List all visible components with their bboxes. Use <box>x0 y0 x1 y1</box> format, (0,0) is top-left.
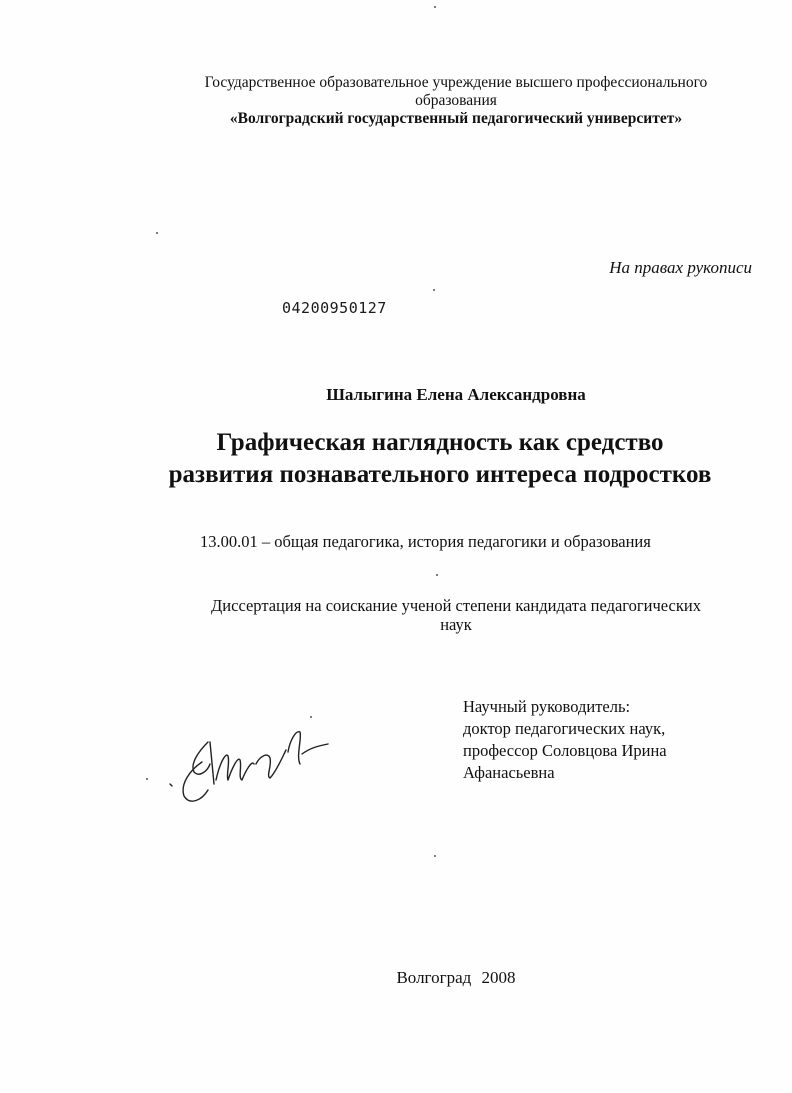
dissertation-title-line-1: Графическая наглядность как средство <box>216 429 664 456</box>
scan-speck <box>156 232 158 234</box>
university-name: «Волгоградский государственный педагогический университет» <box>229 110 683 127</box>
degree-line-2: наук <box>440 615 472 634</box>
supervisor-name-line-1: профессор Соловцова Ирина <box>463 741 667 760</box>
specialty-code: 13.00.01 – общая педагогика, история педагогики и образования <box>200 532 651 551</box>
supervisor-label: Научный руководитель: <box>463 697 631 716</box>
city-and-year: Волгоград 2008 <box>396 968 516 987</box>
supervisor-degree: доктор педагогических наук, <box>463 719 666 738</box>
author-name: Шалыгина Елена Александровна <box>326 385 586 404</box>
institution-line-1: Государственное образовательное учреждение высшего профессионального <box>204 74 708 91</box>
scan-speck <box>310 716 312 718</box>
scan-speck <box>434 855 436 857</box>
library-stamp-number: 04200950127 <box>282 299 387 317</box>
scan-speck <box>436 574 438 576</box>
supervisor-name-line-2: Афанасьевна <box>463 763 555 782</box>
degree-line-1: Диссертация на соискание ученой степени кандидата педагогических <box>211 596 701 615</box>
scan-speck <box>433 289 435 291</box>
author-signature <box>150 712 350 822</box>
dissertation-title-line-2: развития познавательного интереса подростков <box>168 461 712 488</box>
institution-line-2: образования <box>415 92 497 109</box>
scan-speck <box>146 778 148 780</box>
scan-speck <box>434 6 436 8</box>
manuscript-note: На правах рукописи <box>609 258 752 277</box>
